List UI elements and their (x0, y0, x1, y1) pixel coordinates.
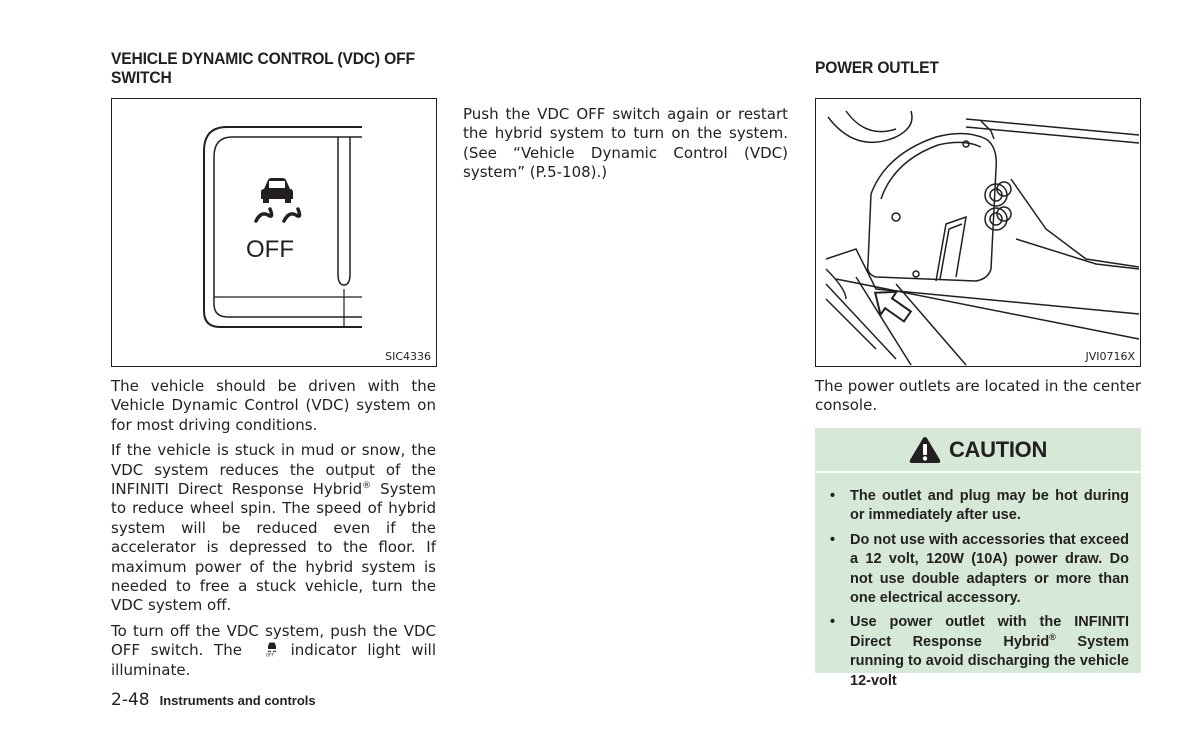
caution-item-text: Do not use with accessories that exceed a 12 volt, 120W (10A) power draw. Do not use double adapters or more than one electrical accessory. (850, 531, 1129, 607)
heading-line-2: SWITCH (111, 68, 172, 87)
vdc-off-indicator-icon (265, 641, 279, 657)
caution-header (815, 428, 1141, 473)
caution-item-text-a: Use power outlet with the INFINITI Direct Response Hybrid (850, 614, 1129, 650)
caution-item-text: The outlet and plug may be hot during or immediately after use. (850, 488, 1129, 524)
caution-item: • The outlet and plug may be hot during or immediately after use. (830, 488, 1129, 524)
registered-mark: ® (1049, 632, 1056, 643)
middle-body (463, 105, 788, 189)
caution-item-text-b: System running to avoid discharging the vehicle 12-volt (850, 633, 1129, 689)
off-label: OFF (246, 236, 294, 263)
right-body (815, 377, 1141, 422)
vdc-switch-illustration (112, 99, 435, 365)
svg-text:OFF: OFF (265, 652, 274, 658)
caution-item: • Do not use with accessories that exceed a 12 volt, 120W (10A) power draw. Do not use double adapters or more than one electrical accessory. (830, 531, 1129, 607)
section-heading-power-outlet: POWER OUTLET (815, 58, 939, 77)
caution-box (815, 428, 1141, 689)
paragraph-stuck-a: If the vehicle is stuck in mud or snow, the VDC system reduces the output of the INFINITI Direct Response Hybrid (111, 441, 436, 499)
caution-list (815, 473, 1141, 691)
section-title: Instruments and controls (159, 693, 316, 708)
paragraph-stuck (111, 441, 436, 616)
warning-triangle-icon (909, 436, 941, 464)
page-number: 2-48 (111, 690, 150, 710)
paragraph-turn-on: Push the VDC OFF switch again or restart the hybrid system to turn on the system. (See “Vehicle Dynamic Control (VDC) system” (P.5-108).) (463, 105, 788, 182)
power-outlet-figure (815, 98, 1141, 367)
figure-code-jvi: JVI0716X (1085, 350, 1135, 363)
skid-marks-icon (256, 209, 300, 221)
center-console-illustration (816, 99, 1139, 365)
heading-line-1: VEHICLE DYNAMIC CONTROL (VDC) OFF (111, 49, 415, 68)
paragraph-stuck-b: System to reduce wheel spin. The speed of hybrid system will be reduced even if the accelerator is depressed to the floor. If maximum power of the hybrid system is needed to free a stuck vehicle, turn the VDC system off. (111, 480, 437, 615)
outlet-socket-upper-icon (985, 182, 1011, 206)
caution-item: • Use power outlet with the INFINITI Direct Response Hybrid® System running to avoid discharging the vehicle 12-volt (830, 614, 1129, 689)
caution-title: CAUTION (948, 436, 1048, 462)
paragraph-outlet-location: The power outlets are located in the center console. (815, 377, 1141, 415)
paragraph-turn-off (111, 622, 436, 680)
paragraph-turn-off-a: To turn off the VDC system, push the VDC OFF switch. The (111, 621, 436, 660)
figure-code-sic: SIC4336 (385, 350, 431, 363)
vdc-switch-figure (111, 98, 437, 367)
outlet-socket-lower-icon (985, 207, 1011, 230)
section-heading-vdc (111, 49, 415, 87)
page-footer (111, 690, 316, 710)
left-body (111, 377, 436, 686)
registered-mark: ® (362, 481, 372, 492)
paragraph-vdc-on: The vehicle should be driven with the Vehicle Dynamic Control (VDC) system on for most driving conditions. (111, 377, 436, 434)
paragraph-turn-off-b: indicator light will illuminate. (111, 641, 436, 679)
vdc-car-icon (261, 178, 293, 203)
